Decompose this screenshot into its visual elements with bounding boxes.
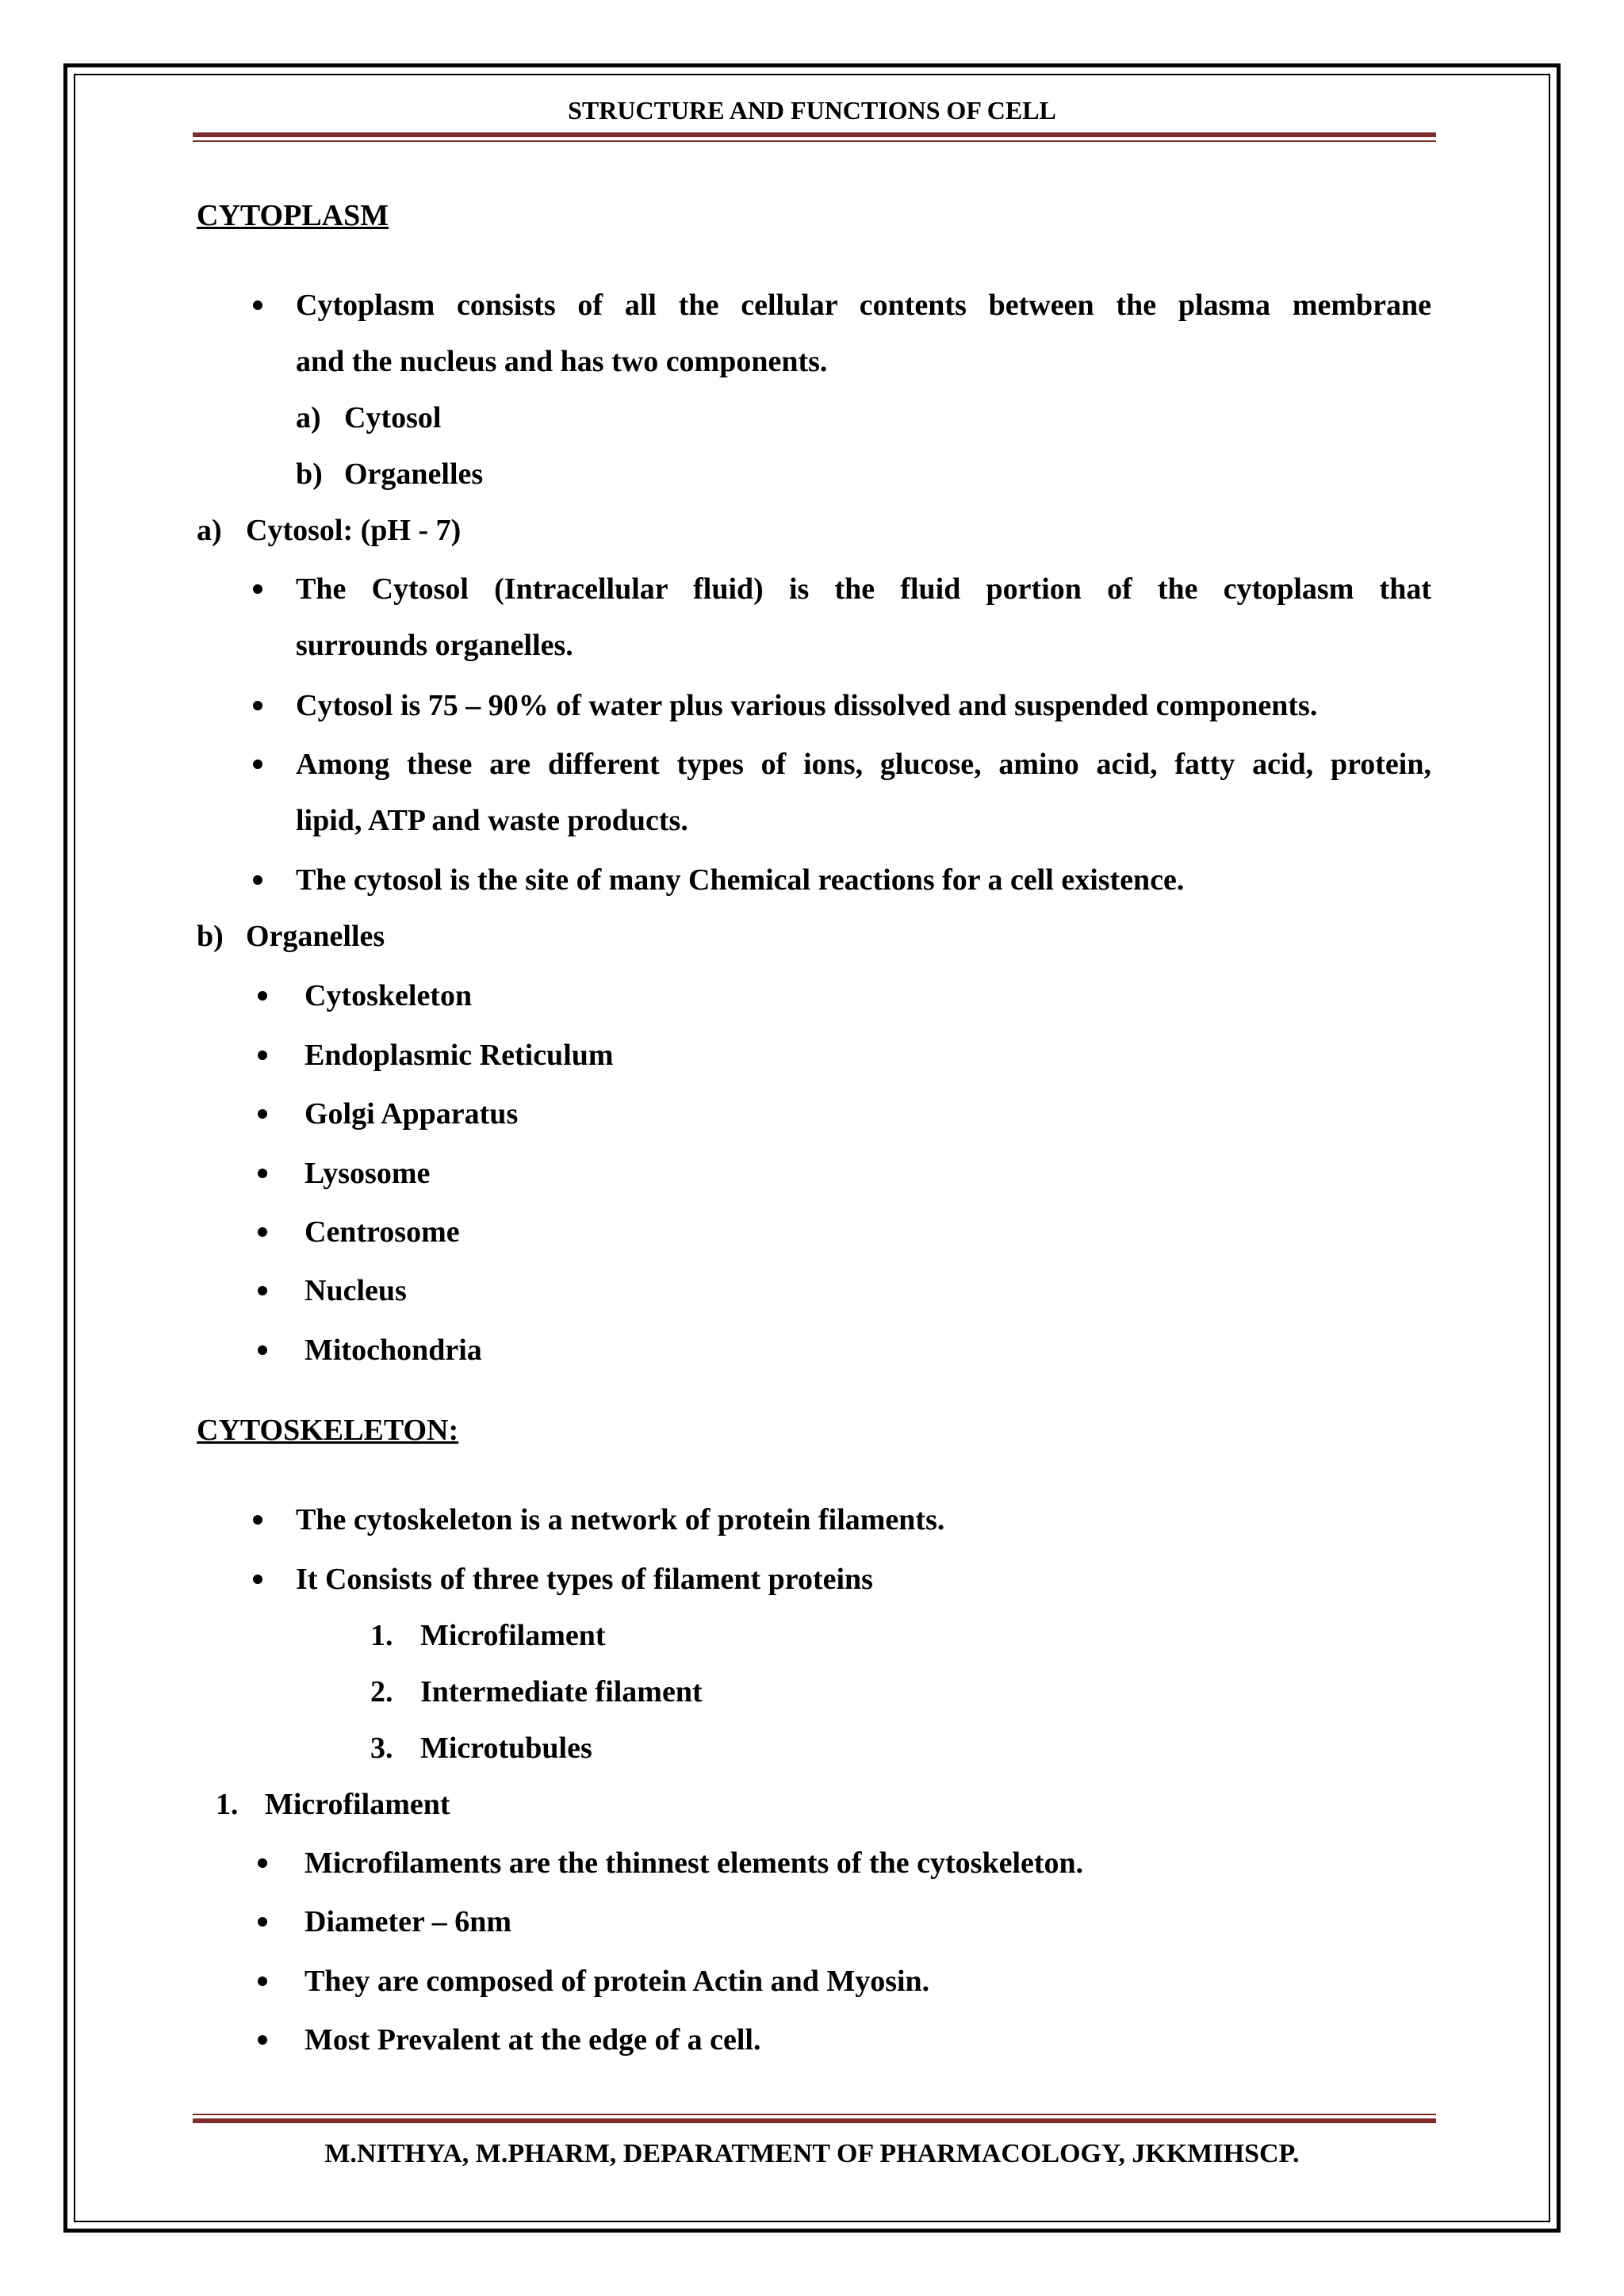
cytoplasm-intro-line2: and the nucleus and has two components. [296,345,828,378]
subsection-title-cytosol: Cytosol: (pH - 7) [246,514,462,547]
bullet-dot [258,991,267,1001]
microfilament-point: Most Prevalent at the edge of a cell. [304,2023,761,2057]
filament-type-number: 3. [370,1732,393,1765]
cytosol-point-3-line1: Among these are different types of ions, glucose, amino acid, fatty acid, protein, [296,748,1431,781]
filament-type-number: 1. [370,1619,393,1652]
organelle-item: Mitochondria [304,1334,482,1367]
bullet-dot [258,1345,267,1355]
cytosol-point-4: The cytosol is the site of many Chemical reactions for a cell existence. [296,863,1185,897]
component-marker: a) [296,401,321,434]
bullet-dot [253,300,262,310]
subsection-marker: b) [197,920,224,953]
organelle-item: Cytoskeleton [304,979,473,1012]
organelle-item: Centrosome [304,1215,460,1249]
microfilament-point: Microfilaments are the thinnest elements of the cytoskeleton. [304,1846,1084,1880]
bullet-dot [258,1858,267,1868]
bullet-dot [253,1575,262,1584]
bullet-dot [253,584,262,594]
component-label: Organelles [344,457,484,491]
cytosol-point-2: Cytosol is 75 – 90% of water plus various dissolved and suspended components. [296,689,1318,722]
bullet-dot [258,1169,267,1178]
bullet-dot [253,875,262,885]
footer-rule [193,2114,1436,2123]
footer-text: M.NITHYA, M.PHARM, DEPARATMENT OF PHARMACOLOGY, JKKMIHSCP. [324,2139,1300,2168]
cytoskeleton-point-2: It Consists of three types of filament proteins [296,1563,873,1596]
subsection-marker: a) [197,514,222,547]
bullet-dot [253,1515,262,1525]
subsection-marker: 1. [216,1788,239,1821]
cytosol-point-3-line2: lipid, ATP and waste products. [296,804,688,837]
bullet-dot [253,701,262,710]
header-title: STRUCTURE AND FUNCTIONS OF CELL [568,96,1056,124]
section-heading-cytoskeleton: CYTOSKELETON: [197,1414,459,1447]
microfilament-point: They are composed of protein Actin and Myosin. [304,1965,930,1998]
page-border-inner [74,74,1550,2222]
filament-type-label: Microfilament [420,1619,606,1652]
microfilament-point: Diameter – 6nm [304,1905,512,1938]
bullet-dot [253,760,262,769]
bullet-dot [258,1286,267,1295]
cytosol-point-1-line1: The Cytosol (Intracellular fluid) is the fluid portion of the cytoplasm that [296,572,1431,606]
header-rule [193,132,1436,142]
filament-type-number: 2. [370,1675,393,1709]
filament-type-label: Microtubules [420,1732,592,1765]
subsection-title-microfilament: Microfilament [265,1788,450,1821]
cytoplasm-intro-line1: Cytoplasm consists of all the cellular contents between the plasma membrane [296,289,1431,322]
subsection-title-organelles: Organelles [246,920,385,953]
organelle-item: Lysosome [304,1157,431,1190]
filament-type-label: Intermediate filament [420,1675,703,1709]
section-heading-cytoplasm: CYTOPLASM [197,199,389,232]
organelle-item: Nucleus [304,1274,407,1307]
cytosol-point-1-line2: surrounds organelles. [296,629,573,662]
bullet-dot [258,1109,267,1119]
organelle-item: Endoplasmic Reticulum [304,1039,614,1072]
cytoskeleton-point-1: The cytoskeleton is a network of protein filaments. [296,1503,945,1536]
bullet-dot [258,1917,267,1927]
bullet-dot [258,2035,267,2045]
component-marker: b) [296,457,323,491]
bullet-dot [258,1227,267,1237]
bullet-dot [258,1976,267,1986]
bullet-dot [258,1050,267,1060]
component-label: Cytosol [344,401,442,434]
organelle-item: Golgi Apparatus [304,1097,519,1131]
